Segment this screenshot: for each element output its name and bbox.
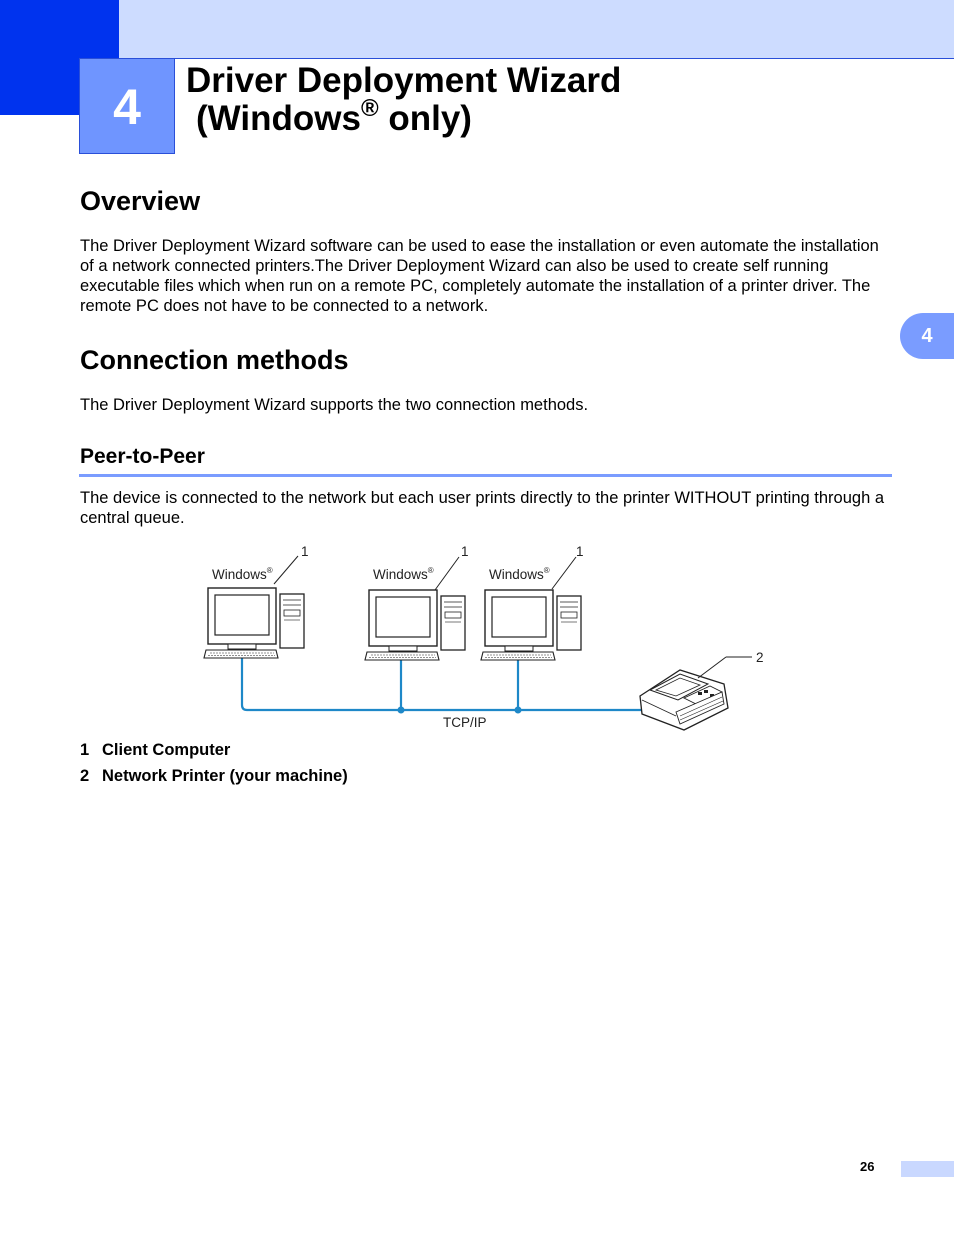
legend-label: Client Computer (102, 741, 231, 759)
legend-label: Network Printer (your machine) (102, 767, 348, 785)
computer-3-callout: 1 (576, 544, 584, 559)
callout-line (698, 657, 726, 678)
legend-number: 2 (80, 767, 90, 785)
legend-number: 1 (80, 741, 90, 759)
peer-to-peer-paragraph: The device is connected to the network but each user prints directly to the printer WITHOUT printing through a central queue. (80, 489, 885, 527)
computer-2-label: Windows® (373, 566, 434, 582)
callout-line (552, 557, 576, 589)
computer-1-callout: 1 (301, 544, 309, 559)
legend-item-2 (80, 767, 348, 786)
footer-bar (901, 1161, 954, 1177)
client-computer-icon (365, 590, 465, 660)
page-number: 26 (860, 1159, 875, 1174)
section-rule (79, 474, 892, 477)
connection-methods-heading: Connection methods (80, 345, 349, 375)
printer-callout: 2 (756, 650, 764, 665)
registered-mark: ® (360, 95, 379, 122)
computer-2-callout: 1 (461, 544, 469, 559)
computer-1-label: Windows® (212, 566, 273, 582)
network-junction (398, 707, 405, 714)
header-band (0, 0, 954, 59)
network-label: TCP/IP (443, 715, 487, 730)
overview-paragraph: The Driver Deployment Wizard software can be used to ease the installation or even automate the installation of a network connected printers.The Driver Deployment Wizard can also be used to create self running executable files which when run on a remote PC, completely automate the installation of a printer driver. The remote PC does not have to be connected to a network. (80, 237, 879, 315)
chapter-side-tab[interactable]: 4 (900, 313, 954, 359)
callout-line (435, 557, 459, 590)
chapter-title-line1: Driver Deployment Wizard (186, 61, 622, 100)
client-computer-icon (204, 588, 304, 658)
client-computer-icon (481, 590, 581, 660)
computer-3-label: Windows® (489, 566, 550, 582)
overview-heading: Overview (80, 186, 201, 216)
network-diagram (190, 540, 780, 740)
connection-methods-paragraph: The Driver Deployment Wizard supports the two connection methods. (80, 396, 589, 414)
title-windows: (Windows (196, 99, 361, 138)
network-line (242, 658, 645, 710)
network-junction (515, 707, 522, 714)
network-printer-icon (640, 670, 728, 730)
peer-to-peer-heading: Peer-to-Peer (80, 445, 205, 468)
legend-item-1 (80, 741, 230, 760)
title-only: only) (378, 99, 472, 138)
chapter-number-box: 4 (79, 58, 175, 154)
callout-line (274, 556, 298, 584)
chapter-title (186, 62, 621, 138)
chapter-title-line2 (186, 95, 621, 138)
